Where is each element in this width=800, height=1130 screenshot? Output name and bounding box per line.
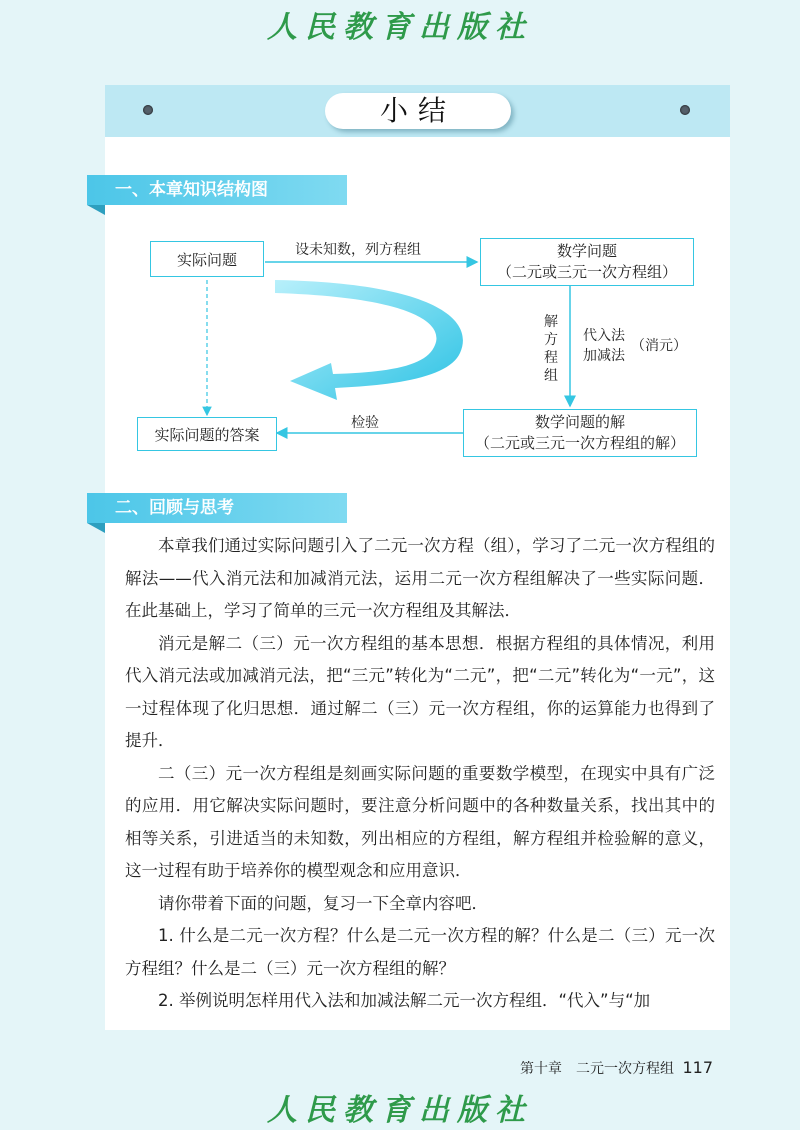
label-check: 检验: [351, 415, 379, 431]
box-real-problem-text: 实际问题: [176, 250, 237, 269]
title-bar: [105, 85, 730, 137]
label-setup: 设未知数，列方程组: [295, 242, 421, 258]
box-real-problem: [150, 241, 264, 277]
box-answer: [137, 417, 277, 451]
review-text: [125, 530, 715, 1018]
label-solve-char: 组: [544, 368, 558, 384]
publisher-logo-bottom: 人民教育出版社: [267, 1093, 533, 1128]
label-method-substitution: 代入法: [583, 328, 625, 344]
box-math-solution: [463, 409, 697, 457]
label-method-addition: 加减法: [583, 348, 625, 364]
binder-hole-right-icon: [680, 105, 690, 115]
box-answer-text: 实际问题的答案: [154, 425, 260, 444]
question-item: 2. 举例说明怎样用代入法和加减法解二元一次方程组．“代入”与“加: [158, 991, 651, 1010]
paragraph: 请你带着下面的问题，复习一下全章内容吧．: [158, 893, 488, 913]
page-footer: [520, 1058, 713, 1078]
label-solve: [543, 313, 559, 385]
paragraph: 消元是解二（三）元一次方程组的基本思想．根据方程组的具体情况，利用代入消元法或加减消元法，把“三元”转化为“二元”，把“二元”转化为“一元”，这一过程体现了化归思想．通过解二（三）元一次方程组，你的运算能力也得到了提升．: [125, 633, 715, 750]
box-math-solution-line2: （二元或三元一次方程组的解）: [474, 434, 685, 452]
footer-chapter: 第十章 二元一次方程组: [520, 1061, 674, 1077]
section-header-review: 二、回顾与思考: [87, 493, 347, 523]
binder-hole-left-icon: [143, 105, 153, 115]
page-sheet: [105, 85, 730, 1030]
page-title: 小结: [325, 93, 511, 129]
box-math-problem: [480, 238, 694, 286]
box-math-problem-line1: 数学问题: [556, 242, 617, 260]
paragraph: 本章我们通过实际问题引入了二元一次方程（组），学习了二元一次方程组的解法——代入消元法和加减消元法，运用二元一次方程组解决了一些实际问题．在此基础上，学习了简单的三元一次方程组及其解法．: [125, 536, 715, 620]
section-header-structure: 一、本章知识结构图: [87, 175, 347, 205]
page-number: 117: [682, 1058, 713, 1077]
publisher-logo-top: 人民教育出版社: [267, 10, 533, 45]
question-item: 1. 什么是二元一次方程？什么是二元一次方程的解？什么是二（三）元一次方程组？什么是二（三）元一次方程组的解？: [125, 926, 715, 978]
box-math-problem-line2: （二元或三元一次方程组）: [496, 263, 677, 281]
paragraph: 二（三）元一次方程组是刻画实际问题的重要数学模型，在现实中具有广泛的应用．用它解决实际问题时，要注意分析问题中的各种数量关系，找出其中的相等关系，引进适当的未知数，列出相应的方程组，解方程组并检验解的意义，这一过程有助于培养你的模型观念和应用意识．: [125, 763, 715, 880]
box-math-solution-line1: 数学问题的解: [534, 413, 625, 431]
label-solve-char: 解: [544, 314, 558, 330]
label-elimination: （消元）: [631, 338, 687, 354]
knowledge-structure-diagram: [105, 225, 730, 475]
curved-arrow-icon: [275, 280, 463, 400]
label-solve-char: 方: [544, 332, 558, 348]
label-solve-char: 程: [544, 350, 558, 366]
